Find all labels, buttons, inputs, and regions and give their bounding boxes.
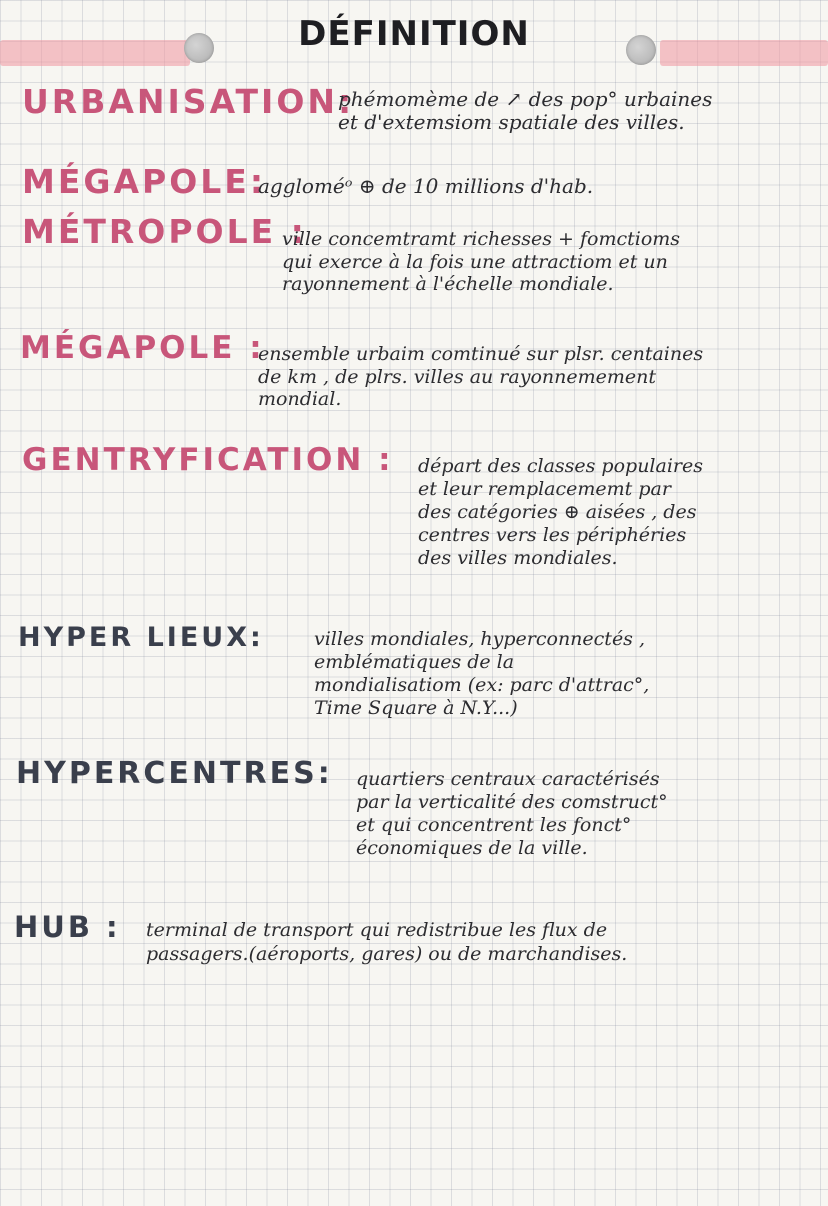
term-hypercentres: HYPERCENTRES: bbox=[16, 756, 333, 791]
definition-urbanisation: phémomème de ↗ des pop° urbaines et d'extemsiom spatiale des villes. bbox=[338, 87, 713, 134]
definition-megapole-2: ensemble urbaim comtinué sur plsr. centaines de km , de plrs. villes au rayonnemement mondial. bbox=[258, 343, 704, 410]
term-megapole-2: MÉGAPOLE : bbox=[20, 330, 265, 366]
term-metropole: MÉTROPOLE : bbox=[22, 212, 307, 251]
term-gentryfication: GENTRYFICATION : bbox=[22, 442, 394, 478]
term-hub: HUB : bbox=[14, 910, 121, 944]
definition-hub: terminal de transport qui redistribue les flux de passagers.(aéroports, gares) ou de marchandises. bbox=[146, 919, 628, 965]
definition-megapole-1: aggloméᵒ ⊕ de 10 millions d'hab. bbox=[258, 174, 594, 198]
definition-gentryfication: départ des classes populaires et leur remplacememt par des catégories ⊕ aisées , des centres vers les périphéries des villes mondiales. bbox=[418, 455, 703, 569]
definition-hypercentres: quartiers centraux caractérisés par la verticalité des comstruct° et qui concentrent les fonct° économiques de la ville. bbox=[356, 768, 668, 859]
page-title: DÉFINITION bbox=[298, 14, 530, 54]
definition-hyper-lieux: villes mondiales, hyperconnectés , emblématiques de la mondialisatiom (ex: parc d'attrac°, Time Square à N.Y...) bbox=[314, 628, 650, 719]
definition-metropole: ville concemtramt richesses + fomctioms qui exerce à la fois une attractiom et un rayonnement à l'échelle mondiale. bbox=[282, 228, 681, 295]
term-hyper-lieux: HYPER LIEUX: bbox=[18, 622, 264, 653]
term-urbanisation: URBANISATION: bbox=[22, 82, 355, 121]
term-megapole-1: MÉGAPOLE: bbox=[22, 162, 267, 201]
